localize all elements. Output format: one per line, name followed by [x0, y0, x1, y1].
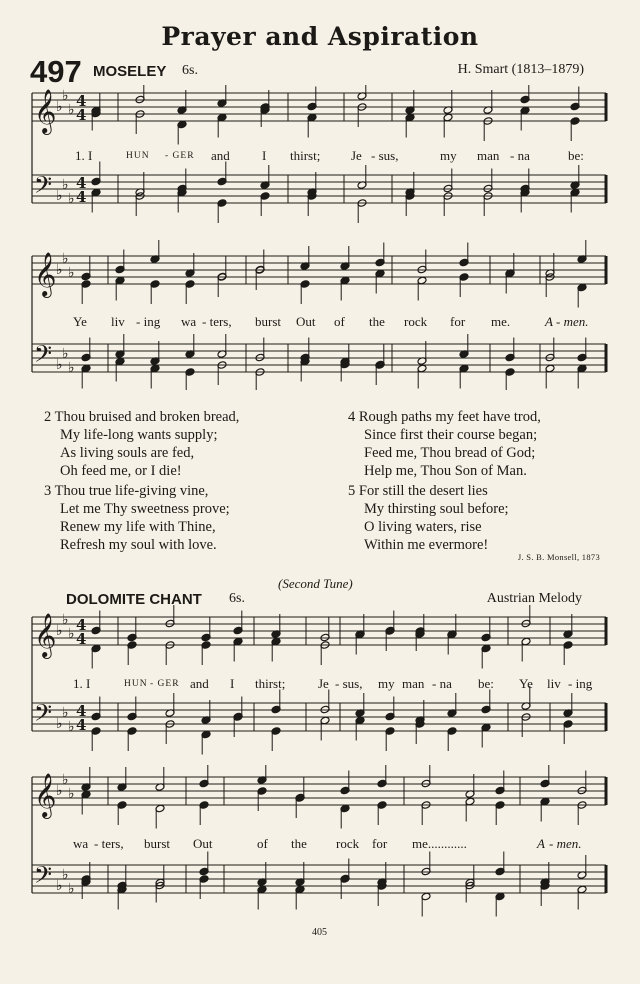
page-number: 405 — [312, 927, 327, 938]
flat-sign-icon: ♭ — [62, 177, 69, 193]
flat-sign-icon: ♭ — [56, 262, 63, 278]
treble-clef-icon: 𝄞 — [34, 613, 57, 657]
lyric-syllable: - ters, — [94, 836, 124, 851]
lyric-syllable: be: — [478, 676, 494, 691]
lyric-syllable: liv — [111, 314, 125, 329]
verse-3 — [44, 482, 230, 554]
lyric-syllable: - ing — [136, 314, 161, 329]
lyric-syllable: - men. — [549, 836, 582, 851]
lyric-syllable: thirst; — [255, 676, 286, 691]
composer: H. Smart (1813–1879) — [457, 62, 584, 77]
time-signature: 4 — [76, 616, 87, 634]
flat-sign-icon: ♭ — [68, 102, 75, 118]
lyric-syllable: - GER — [150, 679, 180, 689]
verse-line: 5 For still the desert lies — [348, 483, 488, 499]
lyric-syllable: - ing — [568, 676, 593, 691]
lyric-syllable: rock — [404, 314, 428, 329]
verse-line: 4 Rough paths my feet have trod, — [348, 409, 541, 425]
lyric-syllable: my — [378, 676, 395, 691]
lyric-syllable: and — [190, 676, 209, 691]
flat-sign-icon: ♭ — [62, 251, 69, 267]
lyric-syllable: - sus, — [371, 148, 399, 163]
lyric-syllable: of — [334, 314, 345, 329]
lyric-syllable: burst — [144, 836, 170, 851]
flat-sign-icon: ♭ — [68, 881, 75, 897]
treble-clef-icon: 𝄞 — [34, 89, 57, 133]
lyric-syllable: and — [211, 148, 230, 163]
time-signature: 4 — [76, 630, 87, 648]
flat-sign-icon: ♭ — [68, 626, 75, 642]
lyric-syllable: Out — [296, 314, 316, 329]
lyric-syllable: thirst; — [290, 148, 321, 163]
music-system-2 — [0, 240, 640, 390]
flat-sign-icon: ♭ — [56, 783, 63, 799]
lyric-syllable: be: — [568, 148, 584, 163]
verse-line: Within me evermore! — [364, 537, 489, 553]
lyric-syllable: Je — [318, 676, 329, 691]
verse-line: My thirsting soul before; — [364, 501, 509, 517]
verse-line: 3 Thou true life-giving vine, — [44, 483, 209, 499]
lyric-syllable: me............ — [412, 836, 467, 851]
verse-5 — [348, 482, 509, 554]
bass-clef-icon: 𝄢 — [34, 699, 53, 732]
lyric-syllable: - GER — [165, 151, 195, 161]
flat-sign-icon: ♭ — [56, 623, 63, 639]
time-signature: 4 — [76, 106, 87, 124]
lyric-syllable: I — [262, 148, 267, 163]
lyric-syllable: - ters, — [202, 314, 232, 329]
lyric-syllable: rock — [336, 836, 360, 851]
lyric-syllable: - na — [510, 148, 530, 163]
flat-sign-icon: ♭ — [68, 786, 75, 802]
lyric-syllable: - na — [432, 676, 452, 691]
flat-sign-icon: ♭ — [68, 719, 75, 735]
tune-name: MOSELEY — [93, 63, 167, 80]
lyric-syllable: 1. I — [73, 676, 91, 691]
verse-line: Help me, Thou Son of Man. — [364, 463, 527, 479]
lyric-syllable: man — [402, 676, 425, 691]
time-signature: 4 — [76, 702, 87, 720]
flat-sign-icon: ♭ — [62, 88, 69, 104]
lyric-syllable: the — [291, 836, 307, 851]
author-credit: J. S. B. Monsell, 1873 — [517, 552, 600, 562]
lyric-syllable: I — [230, 676, 235, 691]
lyric-syllable: liv — [547, 676, 561, 691]
verse-line: Let me Thy sweetness prove; — [60, 501, 230, 517]
second-tune-caption: (Second Tune) — [278, 576, 353, 591]
verse-line: Renew my life with Thine, — [60, 519, 216, 535]
treble-clef-icon: 𝄞 — [34, 773, 57, 817]
lyric-syllable: wa — [73, 836, 89, 851]
flat-sign-icon: ♭ — [62, 867, 69, 883]
flat-sign-icon: ♭ — [56, 99, 63, 115]
time-signature: 4 — [76, 716, 87, 734]
lyric-syllable: A — [537, 836, 545, 851]
verse-line: Since first their course began; — [364, 427, 538, 443]
flat-sign-icon: ♭ — [68, 265, 75, 281]
verse-line: 2 Thou bruised and broken bread, — [44, 409, 240, 425]
flat-sign-icon: ♭ — [68, 191, 75, 207]
lyric-syllable: HUN — [124, 679, 148, 689]
lyric-syllable: - men. — [556, 314, 589, 329]
lyric-syllable: of — [257, 836, 268, 851]
flat-sign-icon: ♭ — [56, 188, 63, 204]
flat-sign-icon: ♭ — [62, 772, 69, 788]
verse-line: As living souls are fed, — [60, 445, 195, 461]
verse-line: Refresh my soul with love. — [60, 537, 217, 553]
time-signature: 4 — [76, 188, 87, 206]
lyric-syllable: Je — [351, 148, 362, 163]
lyric-syllable: 1. I — [75, 148, 93, 163]
lyric-syllable: the — [369, 314, 385, 329]
lyric-syllable: Out — [193, 836, 213, 851]
lyric-syllable: me. — [491, 314, 511, 329]
time-signature: 4 — [76, 174, 87, 192]
flat-sign-icon: ♭ — [56, 357, 63, 373]
lyric-syllable: my — [440, 148, 457, 163]
flat-sign-icon: ♭ — [62, 705, 69, 721]
lyric-syllable: HUN — [126, 151, 150, 161]
bass-clef-icon: 𝄢 — [34, 340, 53, 373]
lyric-syllable: wa — [181, 314, 197, 329]
verse-line: Oh feed me, or I die! — [60, 463, 182, 479]
verse-line: Feed me, Thou bread of God; — [364, 445, 536, 461]
meter-2: 6s. — [229, 591, 245, 606]
flat-sign-icon: ♭ — [62, 612, 69, 628]
bass-clef-icon: 𝄢 — [34, 171, 53, 204]
verse-2 — [44, 408, 239, 480]
lyric-syllable: for — [372, 836, 388, 851]
flat-sign-icon: ♭ — [56, 716, 63, 732]
composer-2: Austrian Melody — [486, 591, 582, 606]
lyric-syllable: Ye — [519, 676, 533, 691]
flat-sign-icon: ♭ — [56, 878, 63, 894]
lyric-syllable: - sus, — [335, 676, 363, 691]
flat-sign-icon: ♭ — [62, 346, 69, 362]
lyric-syllable: for — [450, 314, 466, 329]
lyric-syllable: burst — [255, 314, 281, 329]
lyric-syllable: Ye — [73, 314, 87, 329]
meter: 6s. — [182, 63, 198, 78]
hymn-number: 497 — [30, 54, 82, 89]
time-signature: 4 — [76, 92, 87, 110]
flat-sign-icon: ♭ — [68, 360, 75, 376]
verse-line: My life-long wants supply; — [60, 427, 218, 443]
lyric-syllable: A — [545, 314, 553, 329]
section-title: Prayer and Aspiration — [161, 22, 479, 51]
verse-line: O living waters, rise — [364, 519, 482, 535]
treble-clef-icon: 𝄞 — [34, 252, 57, 296]
lyric-syllable: man — [477, 148, 500, 163]
bass-clef-icon: 𝄢 — [34, 861, 53, 894]
tune-name-2: DOLOMITE CHANT — [66, 591, 202, 608]
verse-4 — [348, 408, 541, 480]
